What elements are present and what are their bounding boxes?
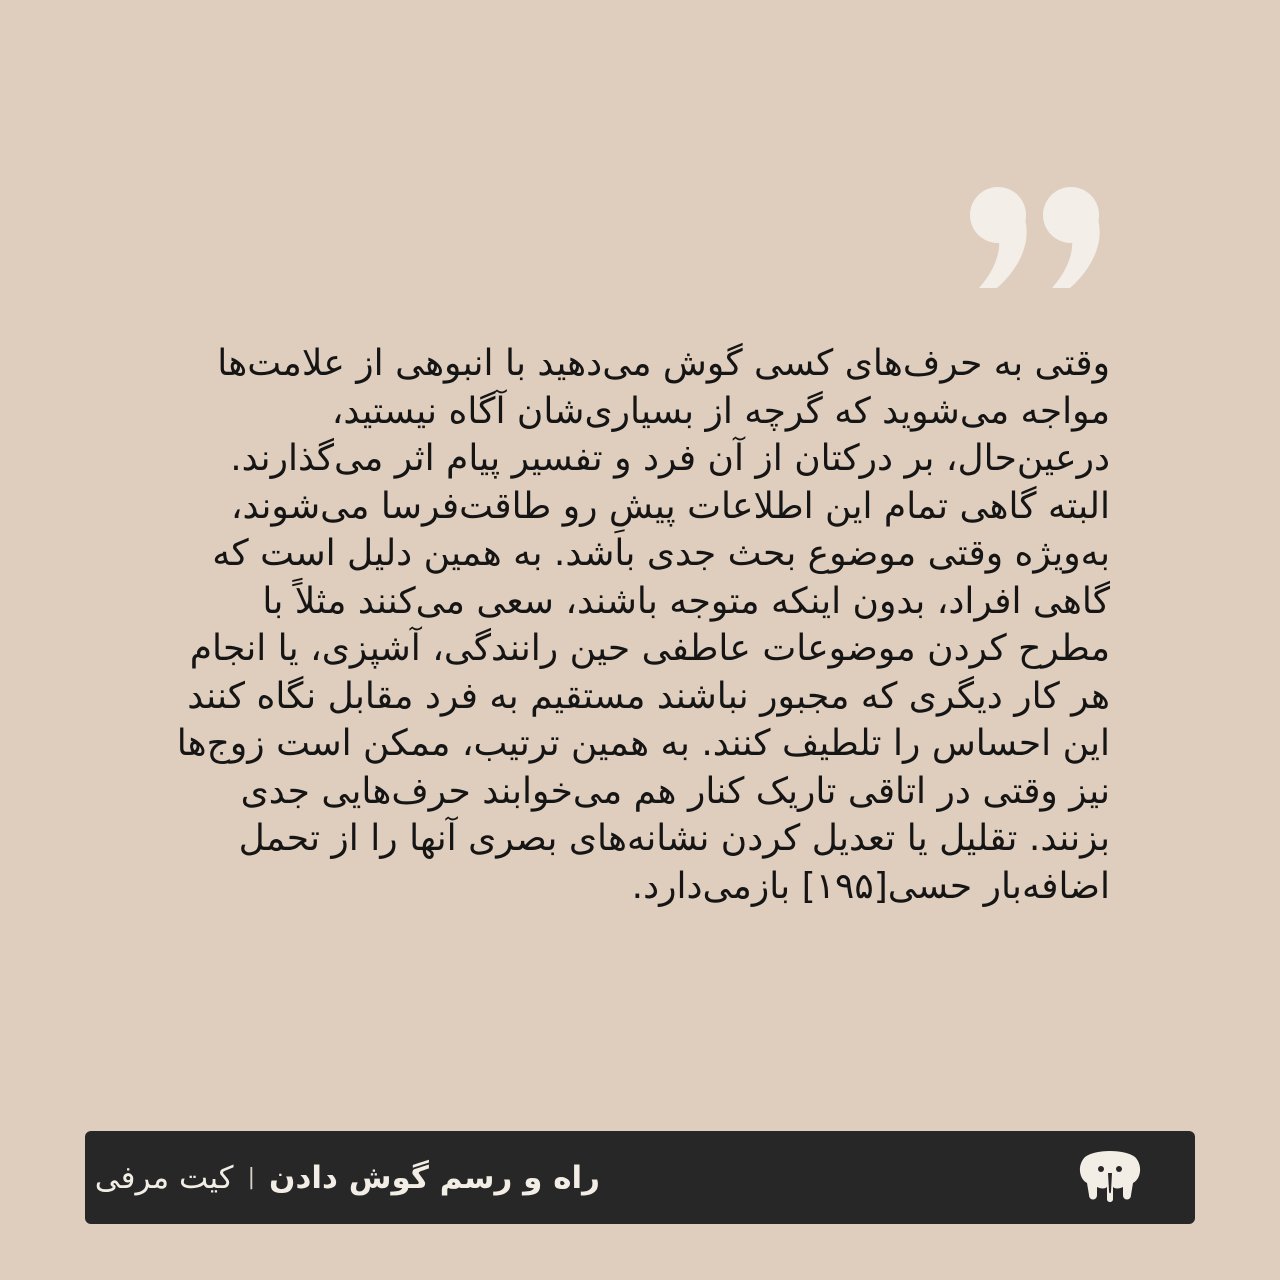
footer-bar: [85, 1131, 1195, 1224]
quote-text: وقتی به حرف‌های کسی گوش می‌دهید با انبوهی از علامت‌ها مواجه می‌شوید که گرچه از بسیاری‌شان آگاه نیستید، درعین‌حال، بر درکتان از آن فرد و تفسیر پیام اثر می‌گذارند. البته گاهی تمام این اطلاعات پیشِ رو طاقت‌فرسا می‌شوند، به‌ویژه وقتی موضوع بحث جدی باشد. به همین دلیل است که گاهی افراد، بدون اینکه متوجه باشند، سعی می‌کنند مثلاً با مطرح کردن موضوعات عاطفی حین رانندگی، آشپزی، یا انجام هر کار دیگری که مجبور نباشند مستقیم به فرد مقابل نگاه کنند این احساس را تلطیف کنند. به همین ترتیب، ممکن است زوج‌ها نیز وقتی در اتاقی تاریک کنار هم می‌خوابند حرف‌هایی جدی بزنند. تقلیل یا تعدیل کردن نشانه‌های بصری آنها را از تحمل اضافه‌بار حسی[۱۹۵] بازمی‌دارد.: [176, 343, 1110, 907]
closing-quote-icon: [958, 180, 1118, 300]
separator: |: [247, 1165, 255, 1190]
elephant-logo-icon: [1077, 1151, 1143, 1203]
book-title: راه و رسم گوش دادن: [269, 1159, 600, 1196]
book-credit: [95, 1131, 600, 1224]
author-name: کیت مرفی: [94, 1159, 234, 1196]
